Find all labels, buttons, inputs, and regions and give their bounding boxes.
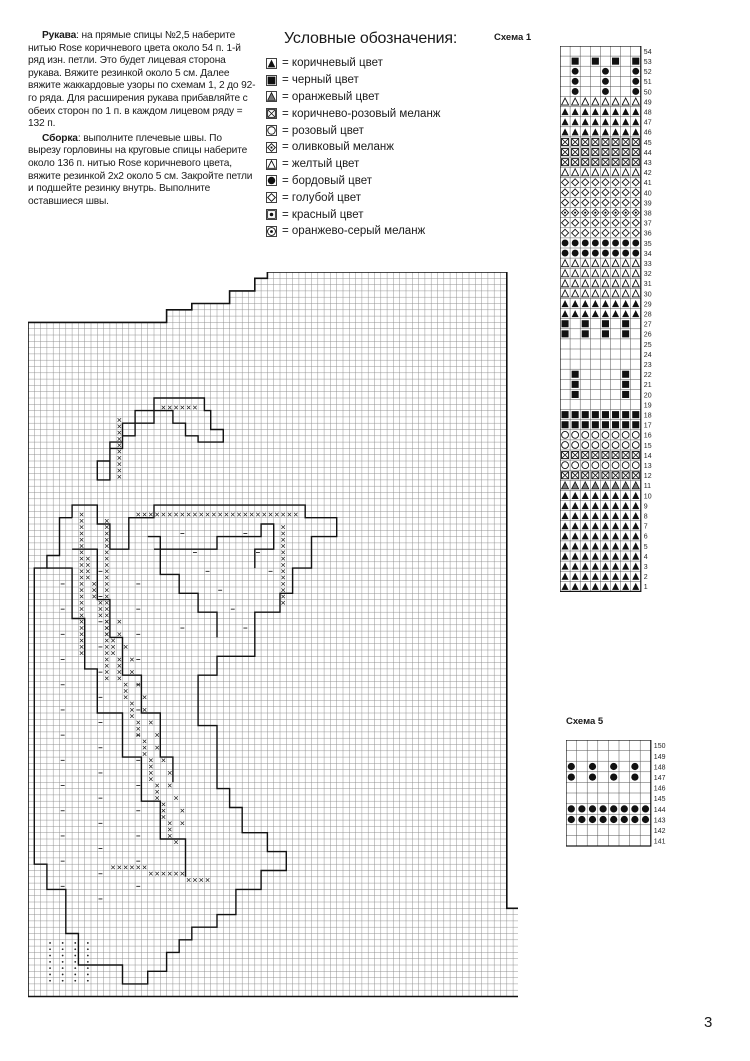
schema-1-title: Схема 1 (494, 32, 532, 43)
assembly-heading: Сборка (42, 132, 78, 144)
legend-item (266, 89, 496, 106)
row-number: 39 (643, 200, 652, 208)
row-number: 37 (643, 220, 652, 228)
row-number: 34 (643, 250, 652, 258)
legend-item (266, 206, 496, 223)
row-number: 35 (643, 240, 652, 248)
row-number: 143 (653, 817, 666, 825)
crossed-square-icon (266, 108, 277, 119)
legend-list (266, 55, 496, 240)
row-number: 25 (643, 341, 652, 349)
row-number: 10 (643, 493, 652, 501)
row-number: 51 (643, 79, 652, 87)
legend-label: = коричневый цвет (282, 57, 383, 70)
row-number: 36 (643, 230, 652, 238)
row-number: 47 (643, 119, 652, 127)
legend-item (266, 72, 496, 89)
legend-label: = голубой цвет (282, 191, 362, 204)
row-number: 7 (643, 523, 648, 531)
sleeves-text: : на прямые спицы №2,5 наберите нитью Rose коричневого цвета около 54 п. 1-й ряд изн. петли. Это будет лицевая сторона рукава. Вяжите резинкой около 5 см. Далее вяжите жаккардовые узоры по схемам 1, 2 до 92-го ряда. Для расширения рукава прибавляйте с обеих сторон по 1 п. в каждом лицевом ряду = 132 п. (28, 30, 256, 130)
legend-label: = оливковый меланж (282, 141, 394, 154)
sleeves-heading: Рукава (42, 30, 77, 41)
row-number: 33 (643, 261, 652, 268)
row-number: 30 (643, 291, 652, 299)
legend-label: = черный цвет (282, 74, 359, 87)
row-number: 20 (643, 392, 652, 400)
row-number: 16 (643, 432, 652, 440)
row-number: 45 (643, 139, 652, 147)
row-number: 9 (643, 503, 648, 511)
row-number: 26 (643, 331, 652, 339)
row-number: 46 (643, 129, 652, 137)
row-number: 15 (643, 442, 652, 450)
row-number: 42 (643, 170, 652, 178)
legend-item (266, 139, 496, 156)
row-number: 3 (643, 564, 648, 571)
row-number: 150 (653, 743, 666, 751)
row-number: 27 (643, 321, 652, 329)
legend-title: Условные обозначения: (284, 30, 458, 47)
row-number: 32 (643, 271, 652, 279)
row-number: 11 (643, 483, 652, 491)
legend-label: = оранжевый цвет (282, 90, 380, 103)
open-circle-icon (266, 125, 277, 136)
row-number: 19 (643, 402, 652, 410)
row-number: 141 (653, 838, 666, 846)
row-number: 40 (643, 190, 652, 198)
row-number: 1 (643, 584, 648, 592)
row-number: 145 (653, 796, 666, 804)
dot-icon (266, 209, 277, 220)
chart-grid (28, 272, 518, 1003)
legend-item (266, 223, 496, 240)
diamond-dot-icon (266, 142, 277, 153)
row-number: 49 (643, 99, 652, 107)
row-number: 41 (643, 180, 652, 188)
row-number: 52 (643, 69, 652, 77)
filled-square-icon (266, 75, 277, 86)
sleeves-paragraph (28, 30, 256, 131)
legend-label: = розовый цвет (282, 124, 364, 137)
legend-item (266, 122, 496, 139)
open-triangle-icon (266, 159, 277, 170)
ring-dot-icon (266, 226, 277, 237)
row-number: 147 (653, 775, 666, 782)
row-number: 146 (653, 785, 666, 793)
row-number: 43 (643, 160, 652, 167)
symbol-legend (266, 30, 496, 240)
legend-item (266, 189, 496, 206)
row-number: 142 (653, 828, 666, 835)
row-number: 12 (643, 473, 652, 481)
row-number: 144 (653, 806, 666, 814)
page-number: 3 (704, 1014, 713, 1031)
row-number: 21 (643, 382, 652, 390)
sleeve-instructions (28, 30, 256, 210)
open-diamond-icon (266, 192, 277, 203)
legend-label: = желтый цвет (282, 158, 360, 171)
row-number: 4 (643, 553, 648, 561)
row-number: 17 (643, 422, 652, 430)
row-number: 24 (643, 351, 652, 359)
legend-item (266, 156, 496, 173)
row-number: 50 (643, 89, 652, 97)
schema-5-chart (566, 740, 676, 852)
filled-circle-icon (266, 175, 277, 186)
row-number: 149 (653, 753, 666, 761)
grey-triangle-icon (266, 91, 277, 102)
legend-item (266, 55, 496, 72)
row-number: 2 (643, 574, 648, 582)
row-number: 38 (643, 210, 652, 218)
row-number: 28 (643, 311, 652, 319)
legend-label: = бордовый цвет (282, 174, 372, 187)
row-number: 53 (643, 59, 652, 66)
row-number: 13 (643, 463, 652, 470)
row-number: 23 (643, 362, 652, 369)
row-number: 44 (643, 149, 652, 157)
row-number: 18 (643, 412, 652, 420)
legend-label: = коричнево-розовый меланж (282, 107, 441, 120)
chart-outline (28, 272, 518, 997)
schema-5-title: Схема 5 (566, 716, 604, 727)
legend-label: = красный цвет (282, 208, 364, 221)
legend-label: = оранжево-серый меланж (282, 225, 426, 238)
assembly-text: : выполните плечевые швы. По вырезу горловины на круговые спицы наберите около 136 п. нитью Rose коричневого цвета, вяжите резинкой 2х2 около 5 см. Закройте петли и подшейте резинку внутрь. Выполните оставшиеся швы. (28, 132, 253, 207)
sleeve-knitting-chart (28, 272, 518, 1007)
row-number: 48 (643, 109, 652, 117)
filled-triangle-icon (266, 58, 277, 69)
legend-item (266, 173, 496, 190)
row-number: 29 (643, 301, 652, 309)
schema-1-chart (560, 46, 680, 638)
row-number: 6 (643, 533, 648, 541)
row-number: 5 (643, 543, 648, 551)
legend-item (266, 105, 496, 122)
assembly-paragraph (28, 133, 256, 209)
row-number: 8 (643, 513, 648, 521)
row-number: 31 (643, 281, 652, 289)
row-number: 148 (653, 764, 666, 772)
row-number: 54 (643, 48, 652, 56)
row-number: 14 (643, 452, 652, 460)
row-number: 22 (643, 372, 652, 380)
